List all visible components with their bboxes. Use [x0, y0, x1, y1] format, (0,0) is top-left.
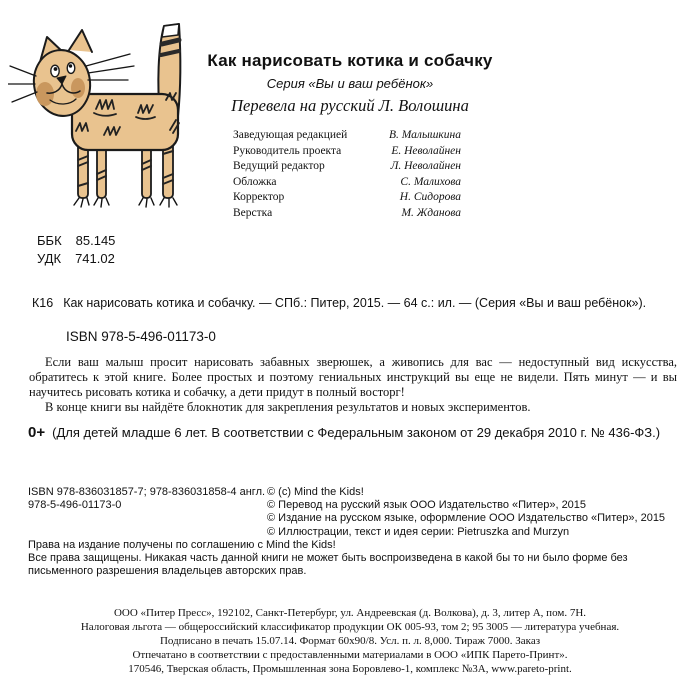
classification-codes: [37, 232, 115, 268]
copyright-line: © (c) Mind the Kids!: [267, 486, 364, 498]
credit-role: Корректор: [233, 191, 285, 203]
catalog-description: Как нарисовать котика и собачку. — СПб.: Питер, 2015. — 64 с.: ил. — (Серия «Вы и ваш ребёнок»).: [63, 296, 647, 310]
imprint-line: ООО «Питер Пресс», 192102, Санкт-Петербург, ул. Андреевская (д. Волкова), д. 3, литер А, пом. 7Н.: [113, 607, 587, 619]
credit-row: [233, 190, 461, 206]
rights-notice: [28, 539, 688, 577]
catalog-code: К16: [32, 296, 54, 310]
imprint-line: 170546, Тверская область, Промышленная зона Боровлево-1, комплекс №3А, www.pareto-print.: [128, 663, 572, 675]
isbn-main: ISBN 978-5-496-01173-0: [66, 329, 216, 344]
udk-label: УДК: [37, 251, 62, 266]
credit-name: В. Малышкина: [388, 129, 461, 141]
imprint-footer: [0, 606, 700, 676]
isbn-block: [28, 486, 265, 512]
credit-row: [233, 206, 461, 222]
rights-reserved-line: Все права защищены. Никакая часть данной книги не может быть воспроизведена в какой бы то ни было форме без письменного разрешения владельцев авторских прав.: [28, 551, 628, 577]
bbk-label: ББК: [37, 233, 62, 248]
credit-role: Заведующая редакцией: [233, 129, 348, 141]
age-badge: 0+: [28, 424, 46, 441]
credit-row: [233, 144, 461, 160]
copyright-block: [267, 486, 665, 539]
udk-value: 741.02: [75, 251, 115, 266]
annotation-paragraph-1: Если ваш малыш просит нарисовать забавных зверюшек, а живопись для вас — недоступный вид искусства, обратитесь к этой книге. Более простых и поэтому гениальных инструкций вы еще не видели. Пять минут — и вы научитесь рисовать котика и собачку, а дети придут в полный восторг!: [29, 355, 677, 399]
bbk-row: [37, 232, 115, 250]
credit-role: Ведущий редактор: [233, 160, 325, 172]
book-title: Как нарисовать котика и собачку: [207, 51, 493, 70]
bbk-value: 85.145: [75, 233, 116, 248]
credit-role: Руководитель проекта: [233, 144, 342, 157]
credit-role: Обложка: [233, 175, 277, 188]
age-note: (Для детей младше 6 лет. В соответствии с Федеральным законом от 29 декабря 2010 г. № 436-ФЗ.): [52, 425, 661, 440]
credit-name: С. Малихова: [400, 175, 461, 188]
annotation-paragraph-2: В конце книги вы найдёте блокнотик для закрепления результатов и новых экспериментов.: [45, 400, 531, 414]
credit-row: [233, 175, 461, 191]
credit-name: Е. Неволайнен: [391, 144, 461, 157]
udk-row: [37, 250, 115, 268]
isbn-line-2: 978-5-496-01173-0: [28, 499, 122, 511]
series-subtitle: Серия «Вы и ваш ребёнок»: [266, 76, 434, 91]
copyright-line: © Издание на русском языке, оформление ООО Издательство «Питер», 2015: [267, 512, 666, 525]
credit-name: Л. Неволайнен: [390, 160, 461, 172]
copyright-line: © Иллюстрации, текст и идея серии: Pietruszka and Murzyn: [267, 525, 570, 538]
credit-name: М. Жданова: [401, 206, 461, 219]
age-rating: [28, 424, 660, 441]
translator-line: Перевела на русский Л. Волошина: [231, 96, 469, 115]
credit-role: Верстка: [233, 206, 273, 219]
credit-row: [233, 128, 461, 144]
credit-name: Н. Сидорова: [399, 191, 461, 203]
isbn-line-1: ISBN 978-836031857-7; 978-836031858-4 англ.: [28, 486, 266, 498]
staff-credits: [233, 128, 461, 221]
credit-row: [233, 159, 461, 175]
imprint-line: Подписано в печать 15.07.14. Формат 60х90/8. Усл. п. л. 8,000. Тираж 7000. Заказ: [159, 635, 541, 647]
catalog-entry: [32, 296, 672, 310]
rights-agreement-line: Права на издание получены по соглашению с Mind the Kids!: [28, 539, 336, 551]
imprint-line: Налоговая льгота — общероссийский классификатор продукции ОК 005-93, том 2; 95 3005 — литература учебная.: [80, 621, 620, 633]
copyright-line: © Перевод на русский язык ООО Издательство «Питер», 2015: [267, 499, 587, 512]
imprint-line: Отпечатано в соответствии с предоставленными материалами в ООО «ИПК Парето-Принт».: [132, 649, 568, 661]
